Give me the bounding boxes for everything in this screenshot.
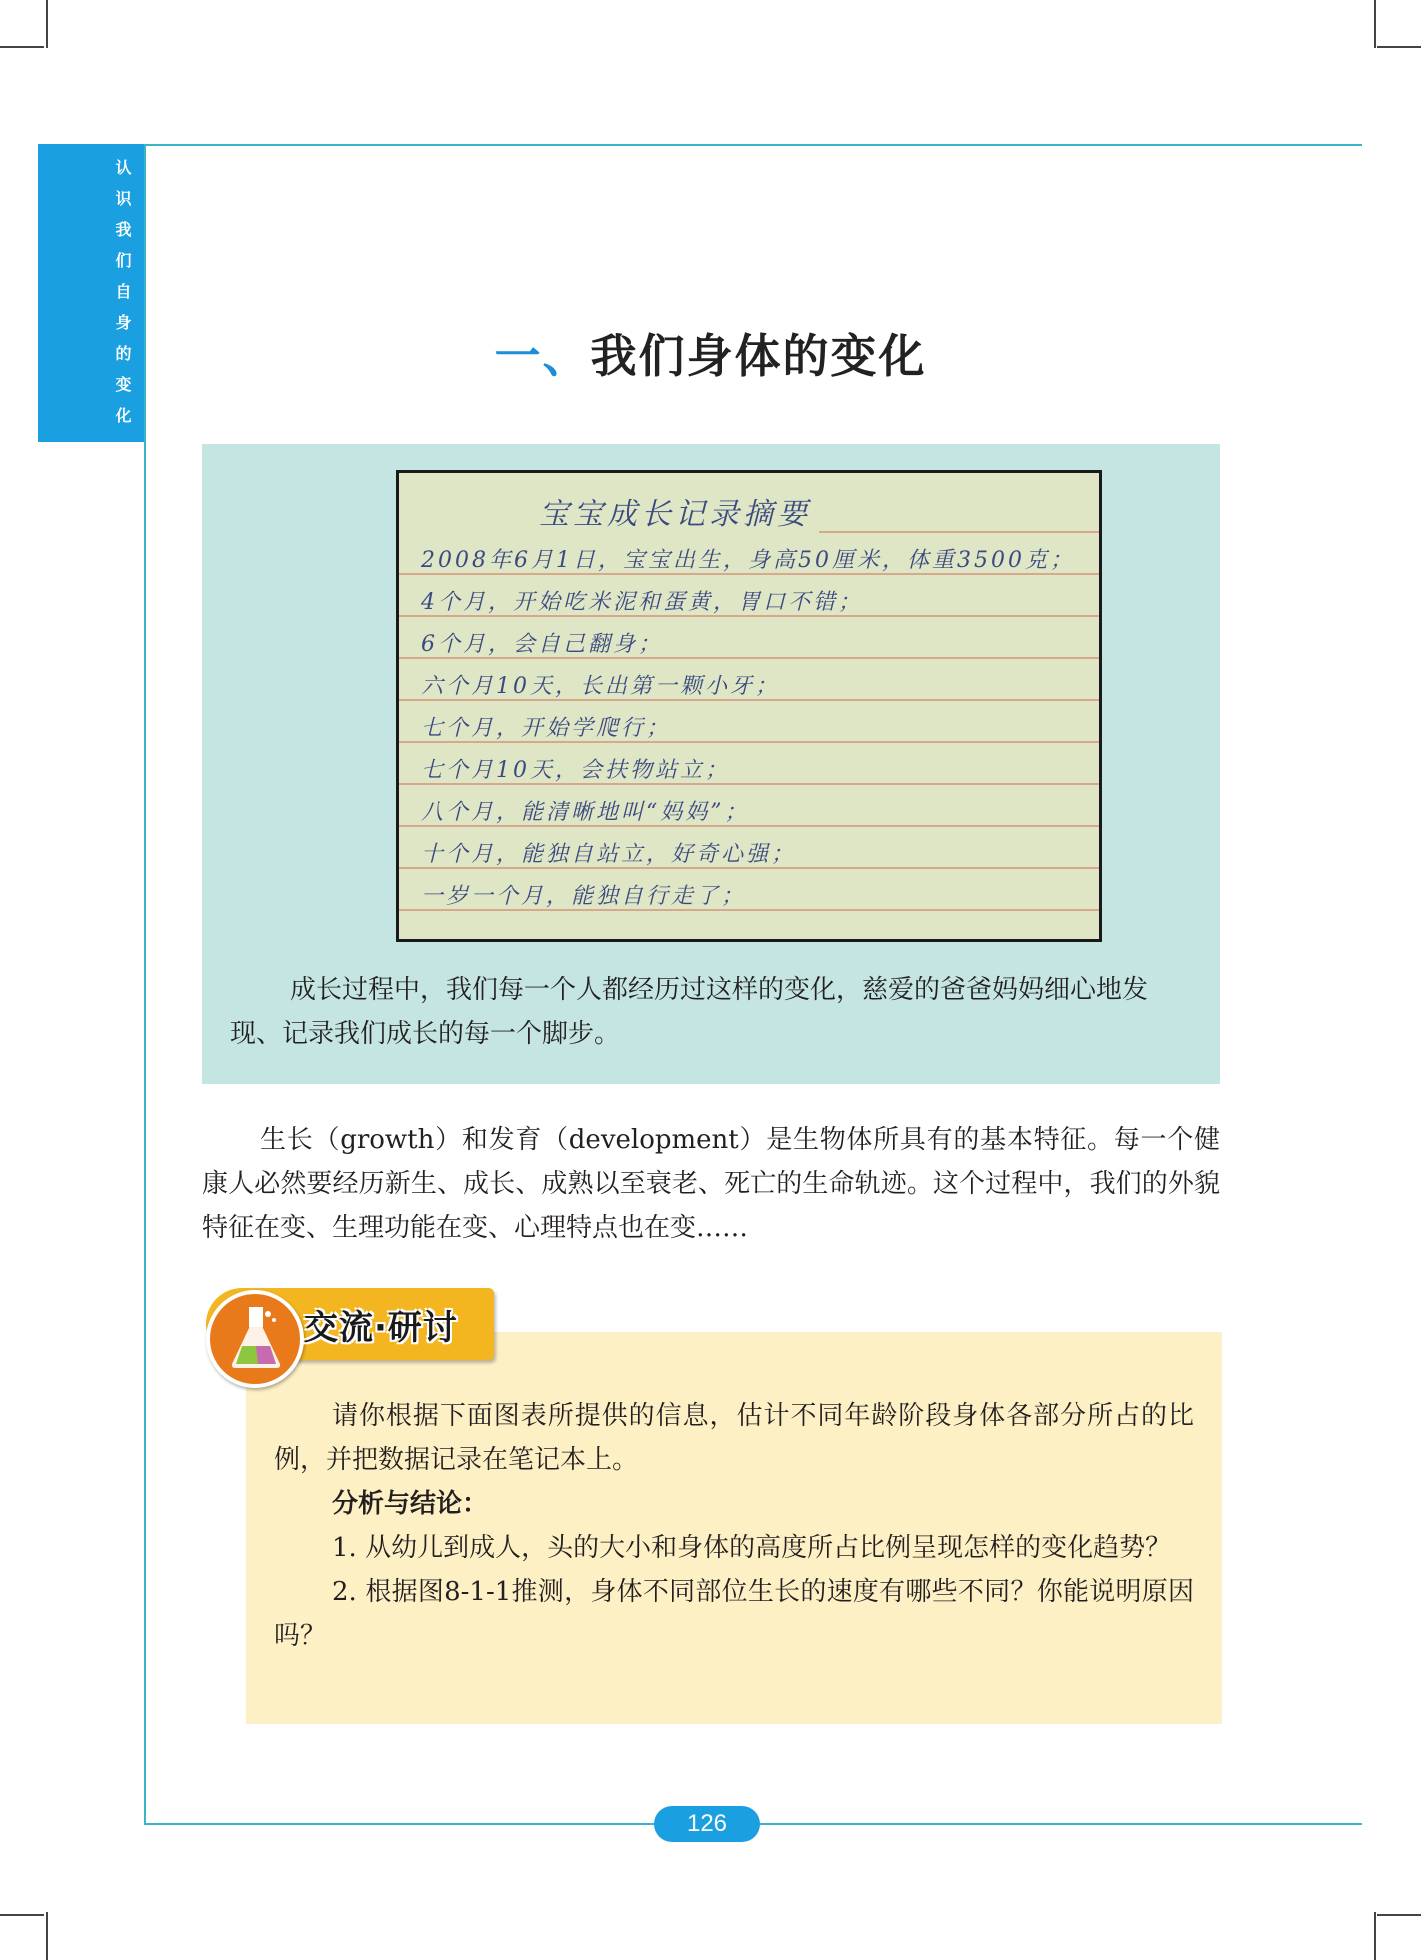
discussion-subheading: 分析与结论： (332, 1489, 489, 1519)
body-paragraph: 生长（growth）和发育（development）是生物体所具有的基本特征。每一个健康人必然要经历新生、成长、成熟以至衰老、死亡的生命轨迹。这个过程中，我们的外貌特征在变、生理功能在变、心理特点也在变…… (202, 1125, 1220, 1243)
discussion-title: 交流·研讨 (304, 1308, 458, 1348)
crop-mark (46, 0, 48, 48)
crop-mark (0, 1914, 44, 1916)
crop-mark (1377, 1914, 1421, 1916)
notebook-entry: 十个月，能独自站立，好奇心强； (421, 842, 797, 867)
discussion-question-1: 1. 从幼儿到成人，头的大小和身体的高度所占比例呈现怎样的变化趋势？ (332, 1533, 1172, 1563)
frame-top-rule (144, 144, 1362, 146)
chapter-side-tab (38, 144, 144, 442)
crop-mark (0, 46, 44, 48)
notebook-entry: 2008年6月1日，宝宝出生，身高50厘米，体重3500克； (421, 548, 1075, 573)
notebook-entry: 七个月，开始学爬行； (421, 716, 672, 741)
crop-mark (1374, 1912, 1376, 1960)
crop-mark (1374, 0, 1376, 48)
notebook-entry: 4个月，开始吃米泥和蛋黄，胃口不错； (421, 590, 863, 615)
notebook-entry: 六个月10天，长出第一颗小牙； (421, 674, 780, 699)
chapter-side-tab-label: 认识我们自身的变化 (113, 158, 132, 438)
discussion-question-2: 2. 根据图8-1-1推测，身体不同部位生长的速度有哪些不同？你能说明原因吗？ (274, 1577, 1194, 1651)
handwritten-notebook-photo (396, 470, 1102, 942)
notebook-entry: 6个月，会自己翻身； (421, 632, 663, 657)
growth-record-photo-panel (202, 444, 1220, 1084)
photo-caption: 成长过程中，我们每一个人都经历过这样的变化，慈爱的爸爸妈妈细心地发现、记录我们成长的每一个脚步。 (230, 975, 1149, 1049)
crop-mark (46, 1912, 48, 1960)
notebook-entry: 八个月，能清晰地叫“妈妈”； (421, 800, 750, 825)
crop-mark (1377, 46, 1421, 48)
flask-icon (206, 1290, 304, 1388)
frame-left-rule (144, 144, 146, 1824)
discussion-content (274, 1394, 1194, 1658)
discussion-intro: 请你根据下面图表所提供的信息，估计不同年龄阶段身体各部分所占的比例，并把数据记录在笔记本上。 (274, 1401, 1194, 1475)
section-title (0, 320, 1421, 386)
notebook-entry: 一岁一个月，能独自行走了； (421, 884, 747, 909)
notebook-heading: 宝宝成长记录摘要 (539, 497, 811, 532)
section-title-text: 我们身体的变化 (590, 329, 927, 383)
section-number: 一、 (494, 329, 591, 383)
page-number: 126 (654, 1806, 760, 1842)
ruled-line (819, 531, 1099, 533)
notebook-entry: 七个月10天，会扶物站立； (421, 758, 730, 783)
